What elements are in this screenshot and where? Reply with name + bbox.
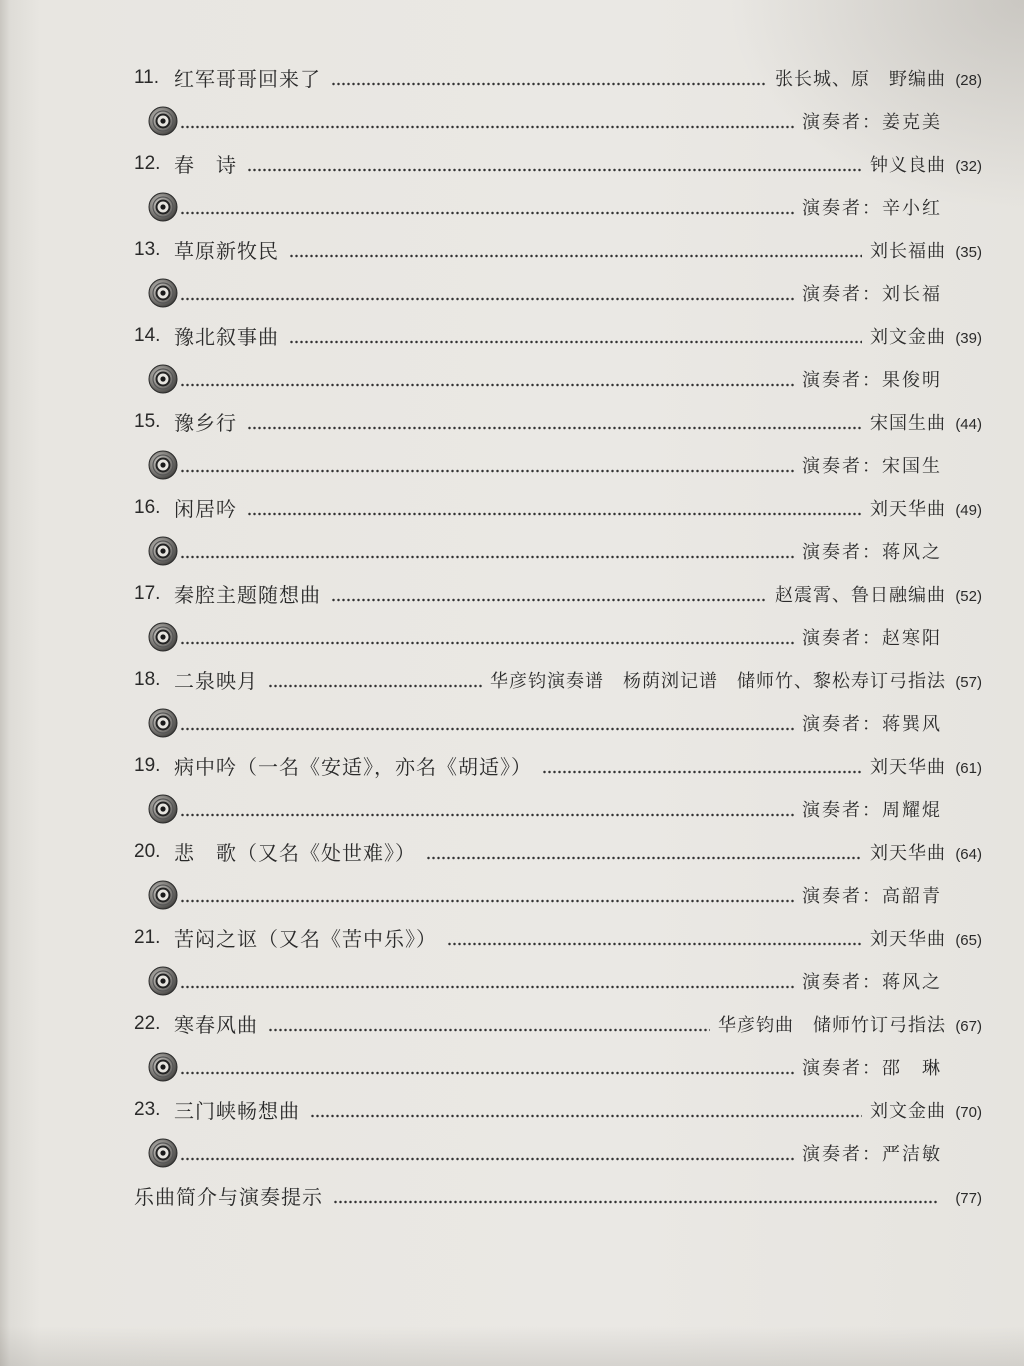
page-number: (65)	[955, 932, 982, 949]
entry-number: 21.	[134, 926, 161, 948]
page-number: (44)	[955, 416, 982, 433]
dot-leader	[180, 469, 794, 473]
performer: 演奏者：蒋风之	[802, 971, 942, 993]
toc-entry	[134, 142, 982, 228]
dot-leader	[247, 426, 862, 430]
dot-leader	[542, 770, 862, 774]
cd-disc-icon	[148, 106, 178, 136]
performer: 演奏者：赵寒阳	[802, 627, 942, 649]
entry-number: 16.	[134, 496, 161, 518]
dot-leader	[289, 340, 862, 344]
entry-number: 14.	[134, 324, 161, 346]
toc-entry	[134, 658, 982, 744]
cd-disc-icon	[148, 278, 178, 308]
piece-title: 春 诗	[174, 153, 237, 177]
toc-title-row	[134, 572, 982, 615]
performer: 演奏者：果俊明	[802, 369, 942, 391]
toc-performer-row	[134, 1131, 982, 1174]
toc-performer-row	[134, 959, 982, 1002]
cd-disc-icon	[148, 364, 178, 394]
entry-number: 23.	[134, 1098, 161, 1120]
dot-leader	[333, 1200, 938, 1204]
performer: 演奏者：刘长福	[802, 283, 942, 305]
dot-leader	[310, 1114, 862, 1118]
dot-leader	[180, 555, 794, 559]
composer-credit: 赵震霄、鲁日融编曲	[775, 584, 946, 606]
toc-entry	[134, 314, 982, 400]
performer: 演奏者：姜克美	[802, 111, 942, 133]
page-number: (52)	[955, 588, 982, 605]
composer-credit: 华彦钧演奏谱 杨荫浏记谱 储师竹、黎松寿订弓指法	[490, 670, 946, 692]
toc-title-row	[134, 486, 982, 529]
entry-number: 13.	[134, 238, 161, 260]
entry-number: 19.	[134, 754, 161, 776]
page-number: (77)	[955, 1190, 982, 1207]
toc-entry	[134, 744, 982, 830]
dot-leader	[180, 985, 794, 989]
toc-title-row	[134, 916, 982, 959]
toc-performer-row	[134, 873, 982, 916]
dot-leader	[180, 211, 794, 215]
toc-performer-row	[134, 357, 982, 400]
toc-performer-row	[134, 185, 982, 228]
dot-leader	[180, 899, 794, 903]
composer-credit: 华彦钧曲 储师竹订弓指法	[718, 1014, 946, 1036]
dot-leader	[331, 82, 767, 86]
cd-disc-icon	[148, 450, 178, 480]
entry-number: 11.	[134, 66, 160, 88]
toc-entry	[134, 400, 982, 486]
toc-performer-row	[134, 701, 982, 744]
dot-leader	[289, 254, 862, 258]
piece-title: 病中吟（一名《安适》，亦名《胡适》）	[174, 755, 532, 779]
dot-leader	[180, 297, 794, 301]
piece-title: 豫北叙事曲	[174, 325, 279, 349]
page-number: (64)	[955, 846, 982, 863]
composer-credit: 刘长福曲	[870, 240, 946, 262]
page-number: (35)	[955, 244, 982, 261]
dot-leader	[180, 1071, 794, 1075]
cd-disc-icon	[148, 708, 178, 738]
piece-title: 闲居吟	[174, 497, 237, 521]
entry-number: 12.	[134, 152, 161, 174]
toc-appendix-row	[134, 1174, 982, 1217]
dot-leader	[247, 512, 862, 516]
piece-title: 秦腔主题随想曲	[174, 583, 321, 607]
piece-title: 红军哥哥回来了	[174, 67, 321, 91]
performer: 演奏者：严洁敏	[802, 1143, 942, 1165]
piece-title: 苦闷之讴（又名《苦中乐》）	[174, 927, 437, 951]
cd-disc-icon	[148, 880, 178, 910]
appendix-title: 乐曲简介与演奏提示	[134, 1185, 323, 1209]
dot-leader	[180, 641, 794, 645]
toc-title-row	[134, 142, 982, 185]
dot-leader	[180, 1157, 794, 1161]
performer: 演奏者：蒋风之	[802, 541, 942, 563]
toc-performer-row	[134, 271, 982, 314]
cd-disc-icon	[148, 1052, 178, 1082]
dot-leader	[268, 1028, 710, 1032]
toc-performer-row	[134, 443, 982, 486]
dot-leader	[180, 813, 794, 817]
toc-performer-row	[134, 1045, 982, 1088]
performer: 演奏者：周耀焜	[802, 799, 942, 821]
composer-credit: 刘天华曲	[870, 928, 946, 950]
toc-title-row	[134, 1002, 982, 1045]
page-number: (39)	[955, 330, 982, 347]
piece-title: 草原新牧民	[174, 239, 279, 263]
toc-entry	[134, 916, 982, 1002]
performer: 演奏者：邵 琳	[802, 1057, 942, 1079]
toc-entry	[134, 56, 982, 142]
cd-disc-icon	[148, 1138, 178, 1168]
toc-entry	[134, 228, 982, 314]
toc-performer-row	[134, 529, 982, 572]
dot-leader	[247, 168, 862, 172]
entry-number: 17.	[134, 582, 161, 604]
composer-credit: 刘天华曲	[870, 498, 946, 520]
toc-entry	[134, 1002, 982, 1088]
dot-leader	[426, 856, 862, 860]
toc-performer-row	[134, 615, 982, 658]
toc-title-row	[134, 1088, 982, 1131]
table-of-contents	[134, 56, 982, 1217]
piece-title: 三门峡畅想曲	[174, 1099, 300, 1123]
performer: 演奏者：高韶青	[802, 885, 942, 907]
composer-credit: 张长城、原 野编曲	[775, 68, 946, 90]
composer-credit: 钟义良曲	[870, 154, 946, 176]
piece-title: 二泉映月	[174, 669, 258, 693]
toc-performer-row	[134, 99, 982, 142]
toc-title-row	[134, 400, 982, 443]
page-number: (28)	[955, 72, 982, 89]
toc-entry	[134, 1088, 982, 1174]
toc-entry	[134, 572, 982, 658]
entry-number: 20.	[134, 840, 161, 862]
performer: 演奏者：辛小红	[802, 197, 942, 219]
dot-leader	[180, 727, 794, 731]
toc-title-row	[134, 228, 982, 271]
toc-title-row	[134, 56, 982, 99]
composer-credit: 刘文金曲	[870, 326, 946, 348]
dot-leader	[180, 383, 794, 387]
page-number: (61)	[955, 760, 982, 777]
composer-credit: 刘天华曲	[870, 842, 946, 864]
piece-title: 豫乡行	[174, 411, 237, 435]
cd-disc-icon	[148, 966, 178, 996]
piece-title: 悲 歌（又名《处世难》）	[174, 841, 416, 865]
composer-credit: 刘文金曲	[870, 1100, 946, 1122]
cd-disc-icon	[148, 622, 178, 652]
toc-performer-row	[134, 787, 982, 830]
entry-number: 22.	[134, 1012, 161, 1034]
dot-leader	[447, 942, 862, 946]
page-number: (67)	[955, 1018, 982, 1035]
performer: 演奏者：蒋巽风	[802, 713, 942, 735]
toc-entry	[134, 486, 982, 572]
cd-disc-icon	[148, 192, 178, 222]
composer-credit: 宋国生曲	[870, 412, 946, 434]
toc-title-row	[134, 314, 982, 357]
page-number: (70)	[955, 1104, 982, 1121]
entry-number: 15.	[134, 410, 161, 432]
page-number: (49)	[955, 502, 982, 519]
entry-number: 18.	[134, 668, 161, 690]
page-number: (32)	[955, 158, 982, 175]
dot-leader	[268, 684, 482, 688]
toc-title-row	[134, 658, 982, 701]
toc-title-row	[134, 744, 982, 787]
piece-title: 寒春风曲	[174, 1013, 258, 1037]
cd-disc-icon	[148, 536, 178, 566]
toc-entry	[134, 830, 982, 916]
composer-credit: 刘天华曲	[870, 756, 946, 778]
dot-leader	[180, 125, 794, 129]
performer: 演奏者：宋国生	[802, 455, 942, 477]
toc-title-row	[134, 830, 982, 873]
cd-disc-icon	[148, 794, 178, 824]
dot-leader	[331, 598, 767, 602]
page-number: (57)	[955, 674, 982, 691]
